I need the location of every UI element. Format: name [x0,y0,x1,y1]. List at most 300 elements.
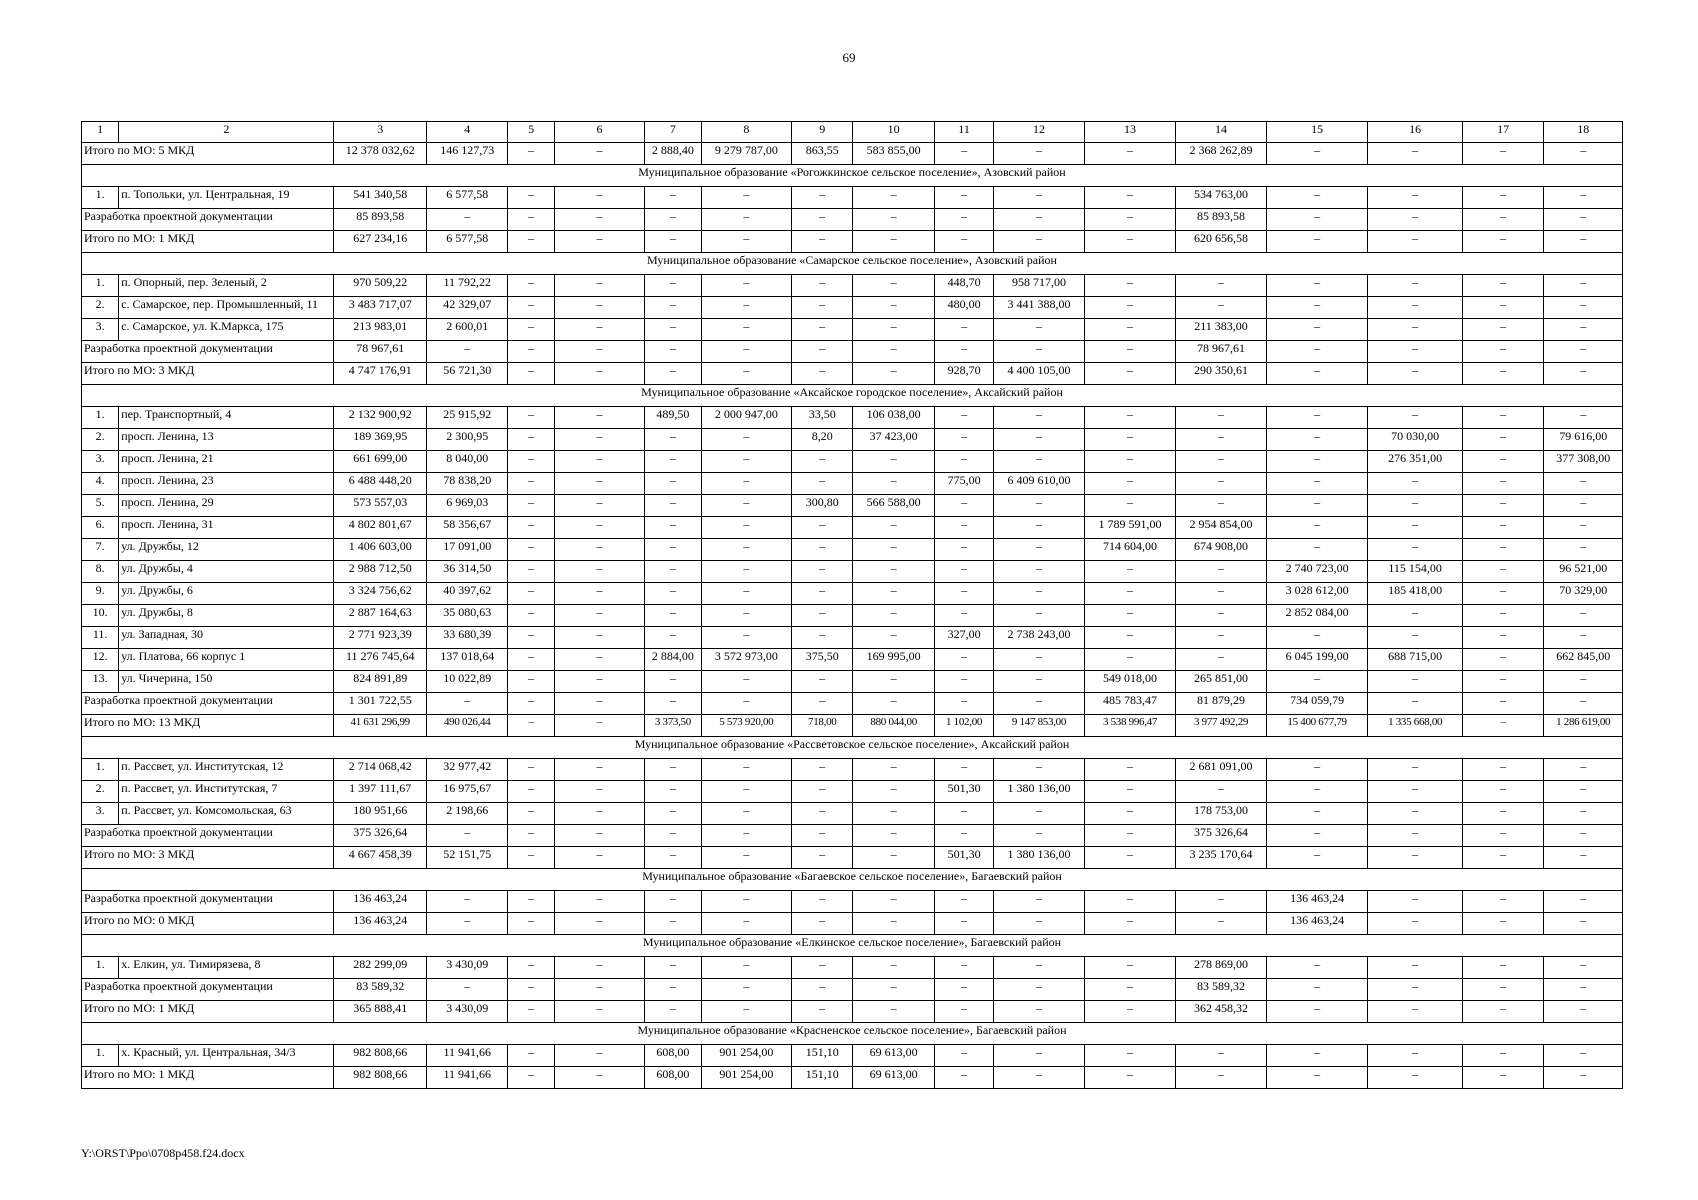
value-cell: – [1084,451,1176,473]
value-cell: – [1368,1045,1463,1067]
value-cell: – [1544,605,1623,627]
value-cell: – [1368,781,1463,803]
value-cell: – [994,407,1085,429]
table-row [82,451,1623,473]
value-cell: 2 988 712,50 [334,561,427,583]
building-address: ул. Западная, 30 [119,627,334,649]
value-cell: – [1368,1001,1463,1023]
value-cell: 3 977 492,29 [1176,715,1267,737]
value-cell: – [1544,1067,1623,1089]
value-cell: – [554,759,645,781]
value-cell: – [934,825,993,847]
value-cell: – [792,231,853,253]
value-cell: – [645,979,701,1001]
value-cell: – [1368,187,1463,209]
value-cell: – [853,1001,934,1023]
value-cell: – [1544,209,1623,231]
row-number: 12. [82,649,119,671]
header-row [82,122,1623,143]
value-cell: – [792,517,853,539]
value-cell: – [645,671,701,693]
value-cell: – [701,341,792,363]
value-cell: – [645,231,701,253]
value-cell: – [994,451,1085,473]
value-cell: 15 400 677,79 [1266,715,1368,737]
value-cell: 2 368 262,89 [1176,143,1267,165]
column-number-header: 18 [1544,122,1623,143]
value-cell: – [554,649,645,671]
value-cell: 2 887 164,63 [334,605,427,627]
table-row [82,297,1623,319]
value-cell: – [853,451,934,473]
value-cell: – [1462,407,1543,429]
value-cell: 211 383,00 [1176,319,1267,341]
value-cell: – [994,649,1085,671]
value-cell: – [1266,759,1368,781]
value-cell: 1 380 136,00 [994,847,1085,869]
value-cell: – [1462,847,1543,869]
value-cell: – [994,979,1085,1001]
section-row [82,385,1623,407]
building-address: п. Топольки, ул. Центральная, 19 [119,187,334,209]
value-cell: – [426,341,507,363]
summary-row [82,847,1623,869]
value-cell: – [1176,473,1267,495]
value-cell: – [934,605,993,627]
value-cell: – [645,297,701,319]
column-number-header: 1 [82,122,119,143]
value-cell: – [1084,847,1176,869]
table-row [82,671,1623,693]
value-cell: 2 681 091,00 [1176,759,1267,781]
value-cell: – [1462,979,1543,1001]
value-cell: – [1176,275,1267,297]
value-cell: 448,70 [934,275,993,297]
value-cell: – [853,583,934,605]
value-cell: 6 969,03 [426,495,507,517]
value-cell: – [934,759,993,781]
value-cell: – [792,627,853,649]
summary-label: Итого по МО: 0 МКД [82,913,334,935]
value-cell: – [1462,605,1543,627]
value-cell: – [1462,297,1543,319]
value-cell: – [508,429,554,451]
value-cell: – [1266,209,1368,231]
value-cell: 573 557,03 [334,495,427,517]
table-row [82,187,1623,209]
value-cell: – [1462,1067,1543,1089]
value-cell: 17 091,00 [426,539,507,561]
value-cell: – [508,1067,554,1089]
value-cell: – [701,429,792,451]
building-address: ул. Дружбы, 8 [119,605,334,627]
value-cell: – [1462,473,1543,495]
value-cell: 734 059,79 [1266,693,1368,715]
value-cell: 136 463,24 [334,913,427,935]
value-cell: – [1176,561,1267,583]
value-cell: – [1266,1067,1368,1089]
value-cell: – [701,319,792,341]
value-cell: – [508,583,554,605]
value-cell: – [1084,1001,1176,1023]
row-number: 1. [82,1045,119,1067]
value-cell: – [1176,451,1267,473]
value-cell: – [994,143,1085,165]
value-cell: – [1084,627,1176,649]
value-cell: – [1368,957,1463,979]
value-cell: – [994,693,1085,715]
value-cell: 6 488 448,20 [334,473,427,495]
value-cell: 4 802 801,67 [334,517,427,539]
value-cell: – [508,891,554,913]
value-cell: – [554,781,645,803]
value-cell: – [645,1001,701,1023]
table-body [82,122,1623,1089]
value-cell: – [554,319,645,341]
value-cell: – [934,429,993,451]
value-cell: – [994,561,1085,583]
value-cell: – [1544,803,1623,825]
row-number: 9. [82,583,119,605]
value-cell: 189 369,95 [334,429,427,451]
building-address: с. Самарское, пер. Промышленный, 11 [119,297,334,319]
value-cell: 9 279 787,00 [701,143,792,165]
value-cell: – [554,539,645,561]
value-cell: – [1544,913,1623,935]
value-cell: 52 151,75 [426,847,507,869]
row-number: 2. [82,297,119,319]
value-cell: 958 717,00 [994,275,1085,297]
value-cell: – [1266,429,1368,451]
value-cell: 549 018,00 [1084,671,1176,693]
value-cell: 5 573 920,00 [701,715,792,737]
value-cell: – [792,957,853,979]
column-number-header: 6 [554,122,645,143]
value-cell: – [701,979,792,1001]
value-cell: – [853,363,934,385]
value-cell: 3 572 973,00 [701,649,792,671]
value-cell: – [1084,781,1176,803]
value-cell: – [1368,495,1463,517]
value-cell: 3 324 756,62 [334,583,427,605]
value-cell: 6 577,58 [426,187,507,209]
value-cell: – [853,605,934,627]
value-cell: – [934,803,993,825]
value-cell: 375 326,64 [334,825,427,847]
value-cell: – [645,605,701,627]
value-cell: – [554,231,645,253]
value-cell: – [426,693,507,715]
value-cell: – [554,341,645,363]
row-number: 2. [82,781,119,803]
summary-label: Разработка проектной документации [82,341,334,363]
value-cell: 12 378 032,62 [334,143,427,165]
table-row [82,1045,1623,1067]
table-row [82,759,1623,781]
value-cell: – [1084,231,1176,253]
row-number: 6. [82,517,119,539]
value-cell: 265 851,00 [1176,671,1267,693]
value-cell: – [508,957,554,979]
value-cell: – [1368,693,1463,715]
value-cell: – [1544,275,1623,297]
value-cell: – [645,209,701,231]
value-cell: – [994,231,1085,253]
value-cell: – [1544,363,1623,385]
value-cell: – [701,275,792,297]
value-cell: – [1368,407,1463,429]
section-row [82,935,1623,957]
value-cell: 290 350,61 [1176,363,1267,385]
value-cell: – [701,913,792,935]
value-cell: 2 771 923,39 [334,627,427,649]
value-cell: 583 855,00 [853,143,934,165]
value-cell: 185 418,00 [1368,583,1463,605]
value-cell: 78 967,61 [1176,341,1267,363]
row-number: 4. [82,473,119,495]
value-cell: – [934,913,993,935]
value-cell: – [701,517,792,539]
value-cell: – [934,187,993,209]
table-row [82,781,1623,803]
value-cell: 2 300,95 [426,429,507,451]
value-cell: – [1084,913,1176,935]
summary-row [82,231,1623,253]
value-cell: – [1462,891,1543,913]
value-cell: – [792,209,853,231]
value-cell: 2 714 068,42 [334,759,427,781]
value-cell: – [1462,363,1543,385]
building-address: просп. Ленина, 21 [119,451,334,473]
value-cell: – [1176,891,1267,913]
value-cell: 6 045 199,00 [1266,649,1368,671]
value-cell: 2 738 243,00 [994,627,1085,649]
value-cell: – [1266,1045,1368,1067]
value-cell: 81 879,29 [1176,693,1267,715]
value-cell: 11 941,66 [426,1067,507,1089]
value-cell: – [1084,649,1176,671]
value-cell: 608,00 [645,1067,701,1089]
table-row [82,583,1623,605]
value-cell: – [645,319,701,341]
value-cell: 3 235 170,64 [1176,847,1267,869]
value-cell: 3 538 996,47 [1084,715,1176,737]
value-cell: – [792,187,853,209]
value-cell: 982 808,66 [334,1067,427,1089]
value-cell: – [853,539,934,561]
value-cell: – [1544,407,1623,429]
summary-label: Итого по МО: 3 МКД [82,363,334,385]
value-cell: – [1176,495,1267,517]
table-row [82,627,1623,649]
value-cell: – [853,517,934,539]
value-cell: – [994,825,1085,847]
value-cell: – [554,583,645,605]
value-cell: – [1176,913,1267,935]
table-row [82,517,1623,539]
value-cell: – [1368,209,1463,231]
value-cell: – [792,693,853,715]
value-cell: – [508,693,554,715]
summary-row [82,715,1623,737]
value-cell: 33,50 [792,407,853,429]
table-row [82,319,1623,341]
value-cell: – [554,1067,645,1089]
value-cell: – [1084,363,1176,385]
value-cell: – [554,495,645,517]
value-cell: – [1266,957,1368,979]
value-cell: 8,20 [792,429,853,451]
summary-label: Разработка проектной документации [82,825,334,847]
value-cell: – [792,341,853,363]
value-cell: – [645,473,701,495]
value-cell: – [934,957,993,979]
value-cell: – [792,363,853,385]
building-address: ул. Чичерина, 150 [119,671,334,693]
value-cell: – [1266,341,1368,363]
value-cell: – [1368,539,1463,561]
summary-label: Итого по МО: 1 МКД [82,1001,334,1023]
value-cell: – [1084,583,1176,605]
value-cell: 35 080,63 [426,605,507,627]
value-cell: – [994,1045,1085,1067]
summary-label: Разработка проектной документации [82,209,334,231]
building-address: ул. Платова, 66 корпус 1 [119,649,334,671]
value-cell: 137 018,64 [426,649,507,671]
value-cell: – [1544,759,1623,781]
value-cell: 490 026,44 [426,715,507,737]
value-cell: – [701,847,792,869]
value-cell: 327,00 [934,627,993,649]
value-cell: – [994,1001,1085,1023]
table-row [82,803,1623,825]
value-cell: – [508,627,554,649]
summary-row [82,1067,1623,1089]
value-cell: – [1544,495,1623,517]
summary-label: Итого по МО: 1 МКД [82,231,334,253]
summary-row [82,1001,1623,1023]
municipality-heading: Муниципальное образование «Аксайское городское поселение», Аксайский район [82,385,1623,407]
value-cell: – [1462,451,1543,473]
value-cell: – [1266,1001,1368,1023]
value-cell: 714 604,00 [1084,539,1176,561]
value-cell: – [934,143,993,165]
summary-label: Разработка проектной документации [82,693,334,715]
value-cell: – [701,825,792,847]
value-cell: – [701,495,792,517]
value-cell: 2 888,40 [645,143,701,165]
value-cell: 85 893,58 [1176,209,1267,231]
value-cell: – [792,979,853,1001]
value-cell: – [1084,319,1176,341]
value-cell: 1 301 722,55 [334,693,427,715]
value-cell: – [554,605,645,627]
value-cell: – [994,605,1085,627]
value-cell: – [1084,429,1176,451]
row-number: 5. [82,495,119,517]
value-cell: – [1084,891,1176,913]
value-cell: – [701,231,792,253]
column-number-header: 14 [1176,122,1267,143]
value-cell: – [1462,1045,1543,1067]
value-cell: 489,50 [645,407,701,429]
value-cell: – [853,297,934,319]
value-cell: – [1544,143,1623,165]
value-cell: – [645,341,701,363]
value-cell: – [1368,473,1463,495]
value-cell: – [994,209,1085,231]
value-cell: – [1462,209,1543,231]
value-cell: – [934,209,993,231]
value-cell: 70 030,00 [1368,429,1463,451]
building-address: п. Опорный, пер. Зеленый, 2 [119,275,334,297]
value-cell: – [701,209,792,231]
value-cell: – [554,187,645,209]
value-cell: – [701,957,792,979]
value-cell: – [792,319,853,341]
value-cell: 169 995,00 [853,649,934,671]
table-row [82,429,1623,451]
value-cell: – [1084,1045,1176,1067]
value-cell: – [508,715,554,737]
value-cell: 11 792,22 [426,275,507,297]
value-cell: – [554,517,645,539]
value-cell: 96 521,00 [1544,561,1623,583]
value-cell: – [792,803,853,825]
value-cell: – [1084,979,1176,1001]
value-cell: – [1368,671,1463,693]
value-cell: 1 380 136,00 [994,781,1085,803]
value-cell: 2 000 947,00 [701,407,792,429]
value-cell: – [1544,847,1623,869]
value-cell: – [792,561,853,583]
value-cell: – [1176,583,1267,605]
summary-row [82,209,1623,231]
value-cell: – [701,363,792,385]
value-cell: – [1368,759,1463,781]
value-cell: – [792,847,853,869]
value-cell: 1 406 603,00 [334,539,427,561]
value-cell: – [508,561,554,583]
value-cell: – [645,627,701,649]
column-number-header: 5 [508,122,554,143]
value-cell: – [934,231,993,253]
value-cell: – [1462,517,1543,539]
value-cell: – [1266,517,1368,539]
value-cell: – [994,319,1085,341]
value-cell: – [1266,803,1368,825]
building-address: с. Самарское, ул. К.Маркса, 175 [119,319,334,341]
value-cell: 136 463,24 [1266,913,1368,935]
row-number: 1. [82,275,119,297]
column-number-header: 7 [645,122,701,143]
value-cell: – [701,451,792,473]
value-cell: – [1462,803,1543,825]
value-cell: 901 254,00 [701,1067,792,1089]
value-cell: 375,50 [792,649,853,671]
value-cell: 534 763,00 [1176,187,1267,209]
value-cell: 3 373,50 [645,715,701,737]
value-cell: – [426,891,507,913]
value-cell: – [554,1001,645,1023]
value-cell: – [554,363,645,385]
value-cell: – [554,275,645,297]
value-cell: – [1084,209,1176,231]
value-cell: – [1368,891,1463,913]
value-cell: – [645,561,701,583]
value-cell: – [994,759,1085,781]
value-cell: – [994,913,1085,935]
